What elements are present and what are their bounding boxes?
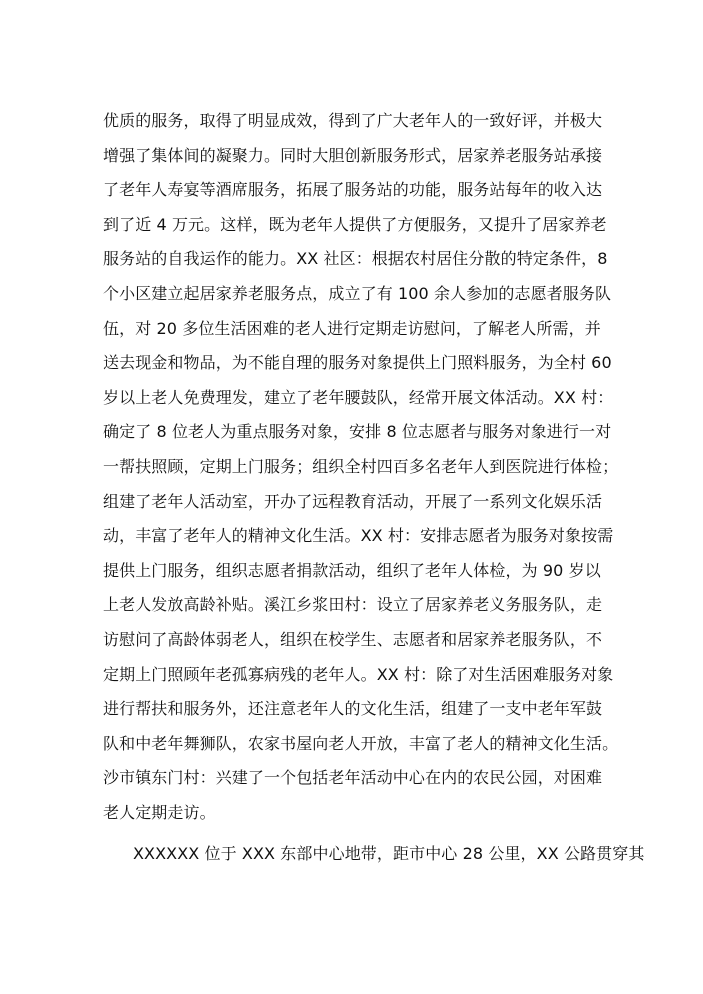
- text-line-9: 岁以上老人免费理发，建立了老年腰鼓队，经常开展文体活动。XX 村：: [103, 387, 614, 407]
- text-line-11: 一帮扶照顾，定期上门服务；组织全村四百多名老年人到医院进行体检；: [103, 456, 619, 476]
- text-line-12: 组建了老年人活动室，开办了远程教育活动，开展了一系列文化娱乐活: [103, 491, 603, 511]
- text-line-20: 沙市镇东门村：兴建了一个包括老年活动中心在内的农民公园，对困难: [103, 768, 603, 788]
- text-line-10: 确定了 8 位老人为重点服务对象，安排 8 位志愿者与服务对象进行一对: [103, 422, 612, 442]
- text-line-7: 伍，对 20 多位生活困难的老人进行定期走访慰问，了解老人所需，并: [103, 318, 601, 338]
- text-line-21: 老人定期走访。: [103, 802, 216, 822]
- text-line-13: 动，丰富了老年人的精神文化生活。XX 村：安排志愿者为服务对象按需: [103, 526, 614, 546]
- text-line-19: 队和中老年舞狮队，农家书屋向老人开放，丰富了老人的精神文化生活。: [103, 733, 619, 753]
- text-line-18: 进行帮扶和服务外，还注意老年人的文化生活，组建了一支中老年军鼓: [103, 699, 603, 719]
- text-line-16: 访慰问了高龄体弱老人，组织在校学生、志愿者和居家养老服务队，不: [103, 629, 603, 649]
- text-line-3: 了老年人寿宴等酒席服务，拓展了服务站的功能，服务站每年的收入达: [103, 180, 603, 200]
- text-line-14: 提供上门服务，组织志愿者捐款活动，组织了老年人体检，为 90 岁以: [103, 560, 601, 580]
- text-line-2: 增强了集体间的凝聚力。同时大胆创新服务形式，居家养老服务站承接: [103, 145, 603, 165]
- text-line-4: 到了近 4 万元。这样，既为老年人提供了方便服务，又提升了居家养老: [103, 214, 607, 234]
- next-paragraph-first-line: XXXXXX 位于 XXX 东部中心地带，距市中心 28 公里，XX 公路贯穿其: [133, 844, 645, 864]
- text-line-17: 定期上门照顾年老孤寡病残的老年人。XX 村：除了对生活困难服务对象: [103, 664, 614, 684]
- text-line-1: 优质的服务，取得了明显成效，得到了广大老年人的一致好评，并极大: [103, 111, 603, 130]
- text-line-5: 服务站的自我运作的能力。XX 社区：根据农村居住分散的特定条件，8: [103, 249, 608, 269]
- body-text: [103, 104, 645, 872]
- text-line-15: 上老人发放高龄补贴。溪江乡浆田村：设立了居家养老义务服务队，走: [103, 595, 603, 615]
- text-line-8: 送去现金和物品，为不能自理的服务对象提供上门照料服务，为全村 60: [103, 353, 612, 373]
- text-line-6: 个小区建立起居家养老服务点，成立了有 100 余人参加的志愿者服务队: [103, 283, 612, 303]
